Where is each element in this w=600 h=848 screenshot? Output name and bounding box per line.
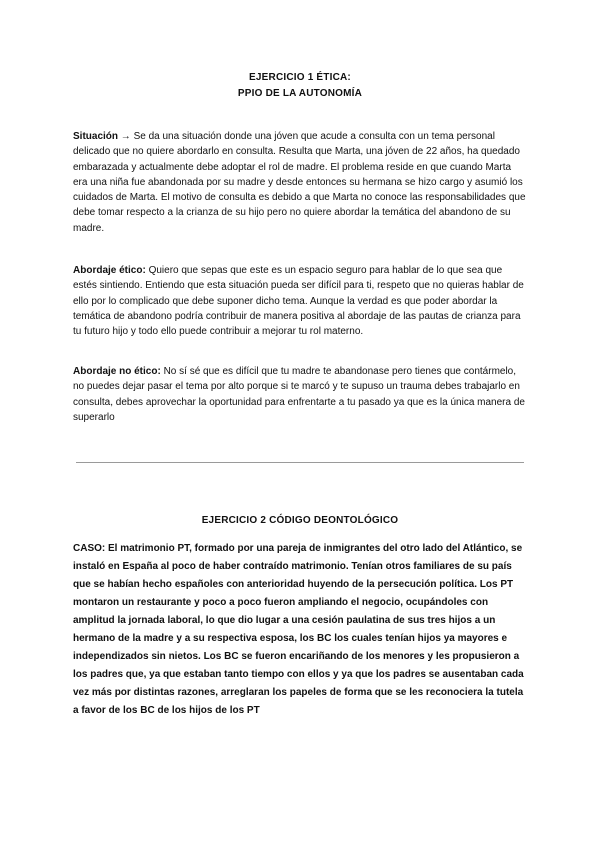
exercise2-title: EJERCICIO 2 CÓDIGO DEONTOLÓGICO [201, 515, 399, 526]
unethical-approach-text: No sí sé que es difícil que tu madre te abandonase pero tienes que contármelo, no puedes dejar pasar el tema por alto porque si te marcó y te supuso un trauma debes trabajarlo en consulta, debes aprovechar la oportunidad para enfrentarte a tu pasado ya que es la única manera de superarlo [73, 366, 525, 423]
ethical-approach-text: Quiero que sepas que este es un espacio seguro para hablar de lo que sea que estés sintiendo. Entiendo que esta situación pueda ser difícil para ti, respeto que no quieras hablar de ello por lo complicado que debe suponer dicho tema. Aunque la verdad es que poder abordar la temática de abandono podría contribuir de manera positiva al abordaje de las pautas de crianza para tu futuro hijo y todo ello puede contribuir a mejorar tu rol materno. [73, 265, 524, 338]
ethical-approach-label: Abordaje ético: [73, 265, 146, 276]
ethical-approach-paragraph [73, 263, 528, 339]
situation-label: Situación [73, 131, 119, 142]
unethical-approach-label: Abordaje no ético: [73, 366, 161, 377]
arrow-icon: → [118, 131, 134, 142]
unethical-approach-paragraph [73, 364, 528, 425]
exercise1-title-line2: PPIO DE LA AUTONOMÍA [237, 88, 363, 99]
exercise1-title-line1: EJERCICIO 1 ÉTICA: [249, 72, 351, 83]
situation-text: Se da una situación donde una jóven que acude a consulta con un tema personal delicado que no quiere abordarlo en consulta. Resulta que Marta, una jóven de 22 años, ha quedado embarazada y actualmente debe adoptar el rol de madre. El problema reside en que cuando Marta era una niña fue abandonada por su madre y desde entonces su hermana se hizo cargo y asumió los cuidados de Marta. El motivo de consulta es debido a que Marta no conoce las responsabilidades que debe tomar respecto a la crianza de su hijo pero no quiere abordar la temática del abandono de su madre. [73, 131, 526, 234]
case-paragraph: CASO: El matrimonio PT, formado por una pareja de inmigrantes del otro lado del Atlántico, se instaló en España al poco de haber contraído matrimonio. Tenían otros familiares de su país que se habían hecho españoles con anterioridad huyendo de la persecución política. Los PT montaron un restaurante y poco a poco fueron ampliando el negocio, ocupándoles con amplitud la jornada laboral, lo que dio lugar a una cesión paulatina de sus tres hijos a un hermano de la madre y a su respectiva esposa, los BC los cuales tenían hijos ya mayores e independizados sin nietos. Los BC se fueron encariñando de los menores y les propusieron a los padres que, ya que estaban tanto tiempo con ellos y ya que los padres se ausentaban cada vez más por distintas razones, arreglaran los papeles de forma que se les reconociera la tutela a favor de los BC de los hijos de los PT [73, 543, 524, 716]
section-divider [76, 462, 524, 463]
situation-paragraph [73, 129, 528, 236]
